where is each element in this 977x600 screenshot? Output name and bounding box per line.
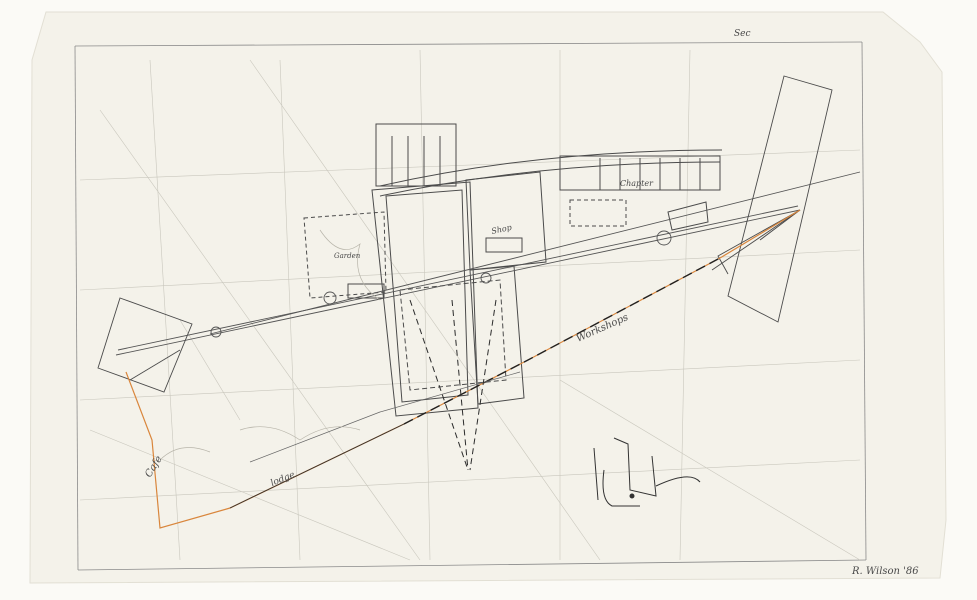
label-garden: Garden — [334, 252, 361, 260]
paper-sheet — [30, 12, 946, 583]
label-chapter: Chapter — [620, 179, 653, 188]
label-lodge: lodge — [269, 470, 297, 489]
label-workshops: Workshops — [574, 312, 631, 345]
corner-note: Sec — [734, 29, 751, 39]
label-shop: Shop — [490, 222, 513, 236]
signature: R. Wilson '86 — [852, 566, 919, 577]
label-cafe: Cafe — [143, 454, 165, 480]
